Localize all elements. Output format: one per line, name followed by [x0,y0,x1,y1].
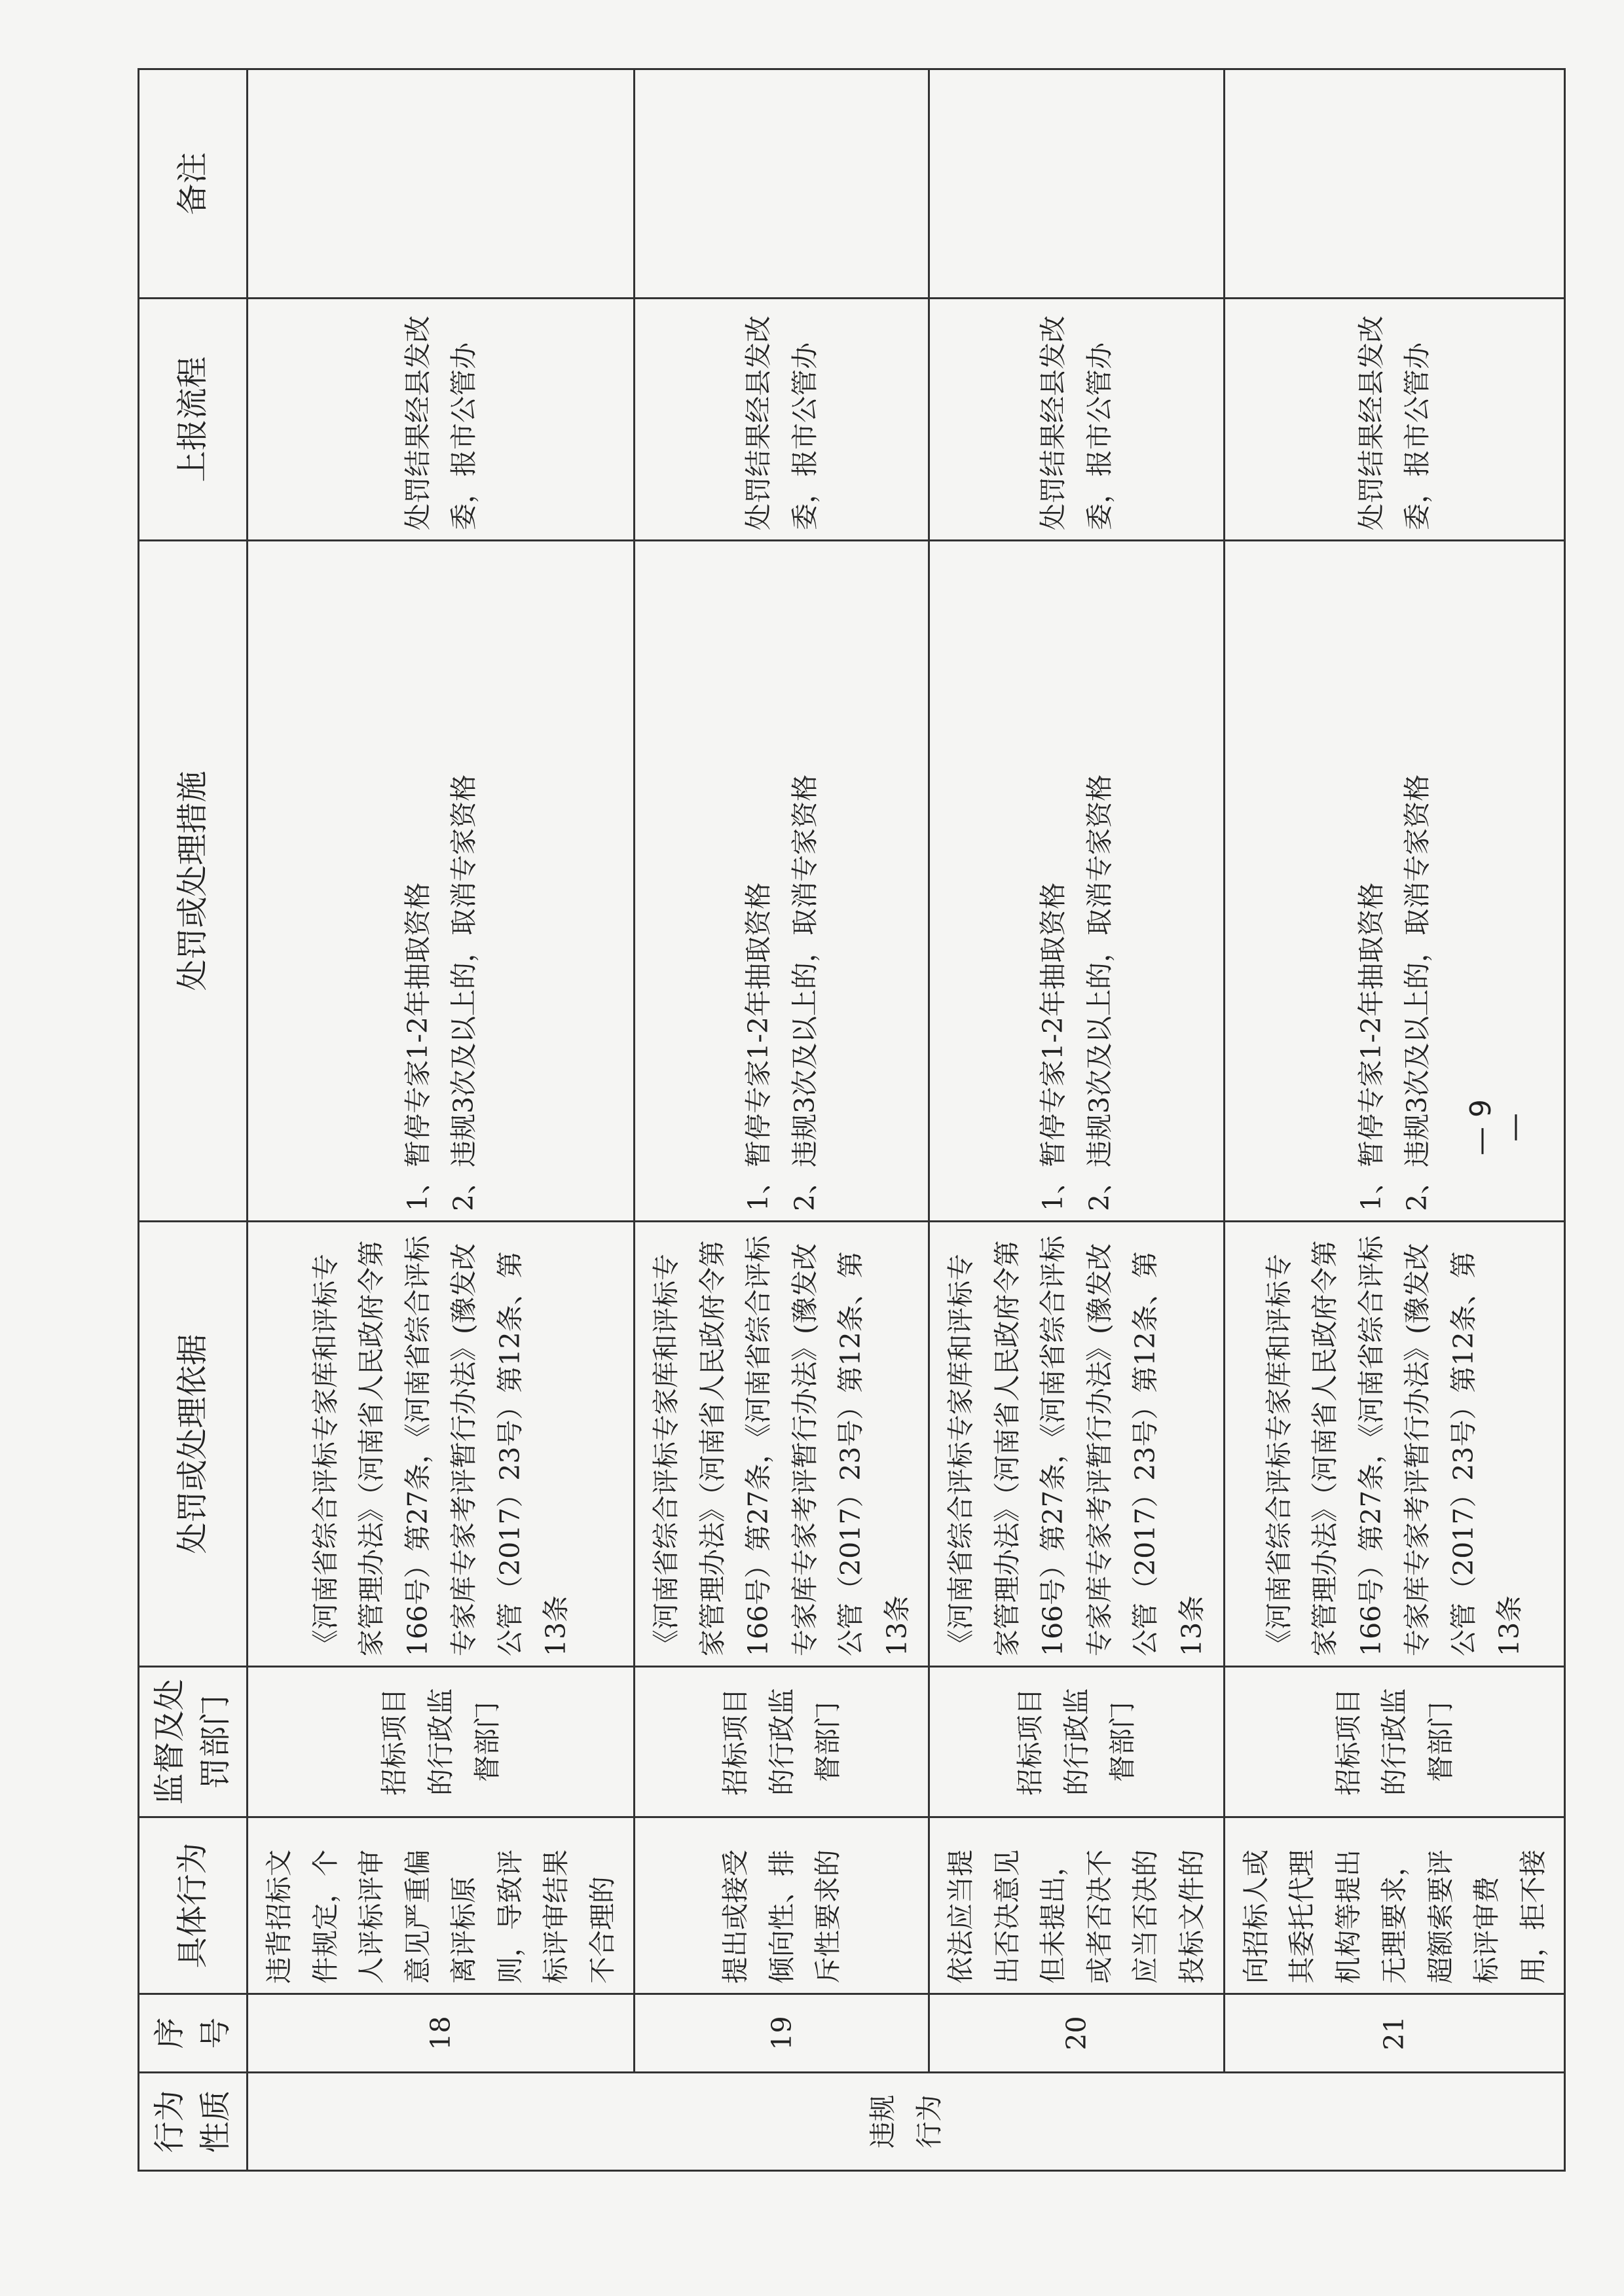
report-cell: 处罚结果经县发改委，报市公管办 [929,299,1224,541]
report-cell: 处罚结果经县发改委，报市公管办 [248,299,635,541]
header-row [139,69,248,2171]
dept-cell: 招标项目的行政监督部门 [248,1667,635,1817]
measure-line-1: 1、暂停专家1-2年抽取资格 [743,882,775,1211]
seq-cell: 19 [635,1994,929,2073]
table-row [635,69,929,2171]
remark-cell [1224,69,1565,299]
header-seq: 序号 [139,1994,248,2073]
measure-line-2: 2、违规3次及以上的，取消专家资格 [1083,774,1115,1211]
header-behavior: 具体行为 [139,1817,248,1994]
measure-line-1: 1、暂停专家1-2年抽取资格 [1037,882,1069,1211]
dept-cell: 招标项目的行政监督部门 [635,1667,929,1817]
dept-cell: 招标项目的行政监督部门 [929,1667,1224,1817]
table-row [929,69,1224,2171]
dept-cell: 招标项目的行政监督部门 [1224,1667,1565,1817]
header-basis: 处罚或处理依据 [139,1222,248,1667]
header-dept: 监督及处罚部门 [139,1667,248,1817]
penalty-table [138,68,1566,2172]
remark-cell [248,69,635,299]
remark-cell [929,69,1224,299]
remark-cell [635,69,929,299]
page-number: — 9 — [1464,1099,1531,1156]
measure-line-2: 2、违规3次及以上的，取消专家资格 [788,774,821,1211]
basis-cell: 《河南省综合评标专家库和评标专家管理办法》（河南省人民政府令第166号）第27条，《河南省综合评标专家库专家考评暂行办法》(豫发改公管（2017）23号）第12条、第13条 [929,1222,1224,1667]
measure-line-1: 1、暂停专家1-2年抽取资格 [1355,882,1387,1211]
seq-cell: 20 [929,1994,1224,2073]
header-report: 上报流程 [139,299,248,541]
report-cell: 处罚结果经县发改委，报市公管办 [1224,299,1565,541]
measure-cell [248,541,635,1222]
measure-cell [635,541,929,1222]
report-cell: 处罚结果经县发改委，报市公管办 [635,299,929,541]
header-measures: 处罚或处理措施 [139,541,248,1222]
header-remark: 备注 [139,69,248,299]
header-nature: 行为性质 [139,2073,248,2171]
seq-cell: 21 [1224,1994,1565,2073]
seq-cell: 18 [248,1994,635,2073]
measure-line-1: 1、暂停专家1-2年抽取资格 [401,882,434,1211]
basis-cell: 《河南省综合评标专家库和评标专家管理办法》（河南省人民政府令第166号）第27条，《河南省综合评标专家库专家考评暂行办法》(豫发改公管（2017）23号）第12条、第13条 [1224,1222,1565,1667]
rotated-page [138,70,1549,2172]
table-row [248,69,635,2171]
measure-cell [929,541,1224,1222]
basis-cell: 《河南省综合评标专家库和评标专家管理办法》（河南省人民政府令第166号）第27条，《河南省综合评标专家库专家考评暂行办法》(豫发改公管（2017）23号）第12条、第13条 [248,1222,635,1667]
measure-line-2: 2、违规3次及以上的，取消专家资格 [1401,774,1433,1211]
behavior-cell: 向招标人或其委托代理机构等提出无理要求，超额索要评标评审费用，拒不接 [1224,1817,1565,1994]
basis-cell: 《河南省综合评标专家库和评标专家管理办法》（河南省人民政府令第166号）第27条，《河南省综合评标专家库专家考评暂行办法》(豫发改公管（2017）23号）第12条、第13条 [635,1222,929,1667]
behavior-cell: 提出或接受倾向性、排斥性要求的 [635,1817,929,1994]
nature-cell: 违规行为 [248,2073,1565,2171]
measure-line-2: 2、违规3次及以上的，取消专家资格 [448,774,480,1211]
behavior-cell: 违背招标文件规定，个人评标评审意见严重偏离评标原则，导致评标评审结果不合理的 [248,1817,635,1994]
behavior-cell: 依法应当提出否决意见但未提出，或者否决不应当否决的投标文件的 [929,1817,1224,1994]
